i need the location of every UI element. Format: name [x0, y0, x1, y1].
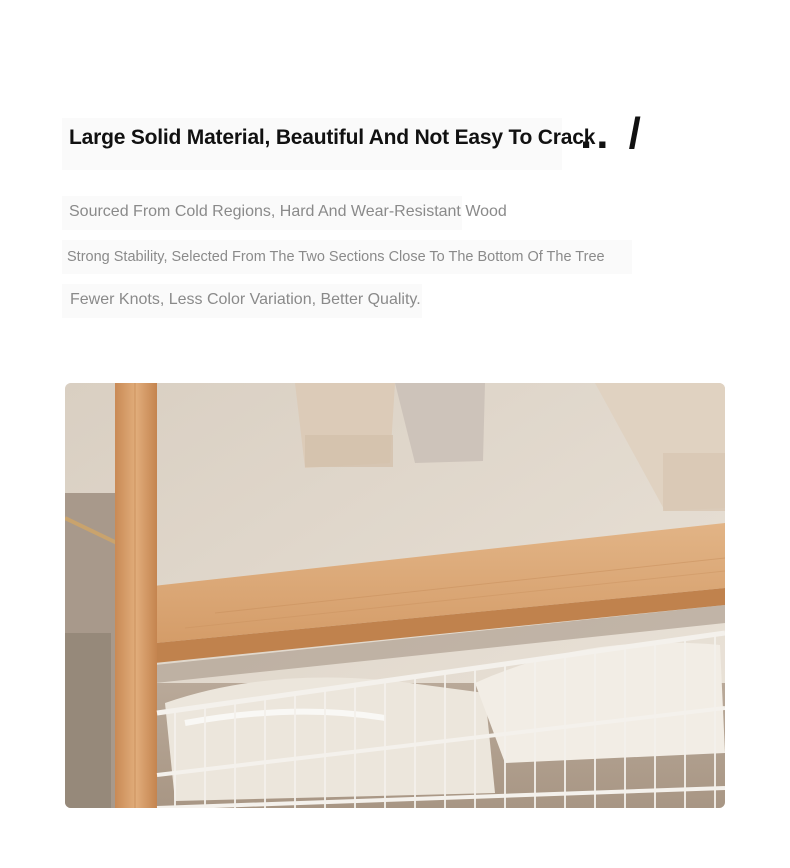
headline: Large Solid Material, Beautiful And Not Easy To Crack — [69, 126, 596, 149]
wooden-post — [115, 383, 157, 808]
feature-line-2: Strong Stability, Selected From The Two Sections Close To The Bottom Of The Tree — [67, 249, 605, 265]
feature-line-1: Sourced From Cold Regions, Hard And Wear-Resistant Wood — [69, 203, 507, 220]
side-bag-shadow — [65, 633, 111, 808]
garment-cuff-1 — [305, 435, 393, 467]
product-photo — [65, 383, 725, 808]
garment-cuff-3 — [663, 453, 725, 511]
decorative-glyphs: .. / — [580, 109, 645, 158]
feature-line-3: Fewer Knots, Less Color Variation, Better Quality. — [70, 291, 421, 308]
